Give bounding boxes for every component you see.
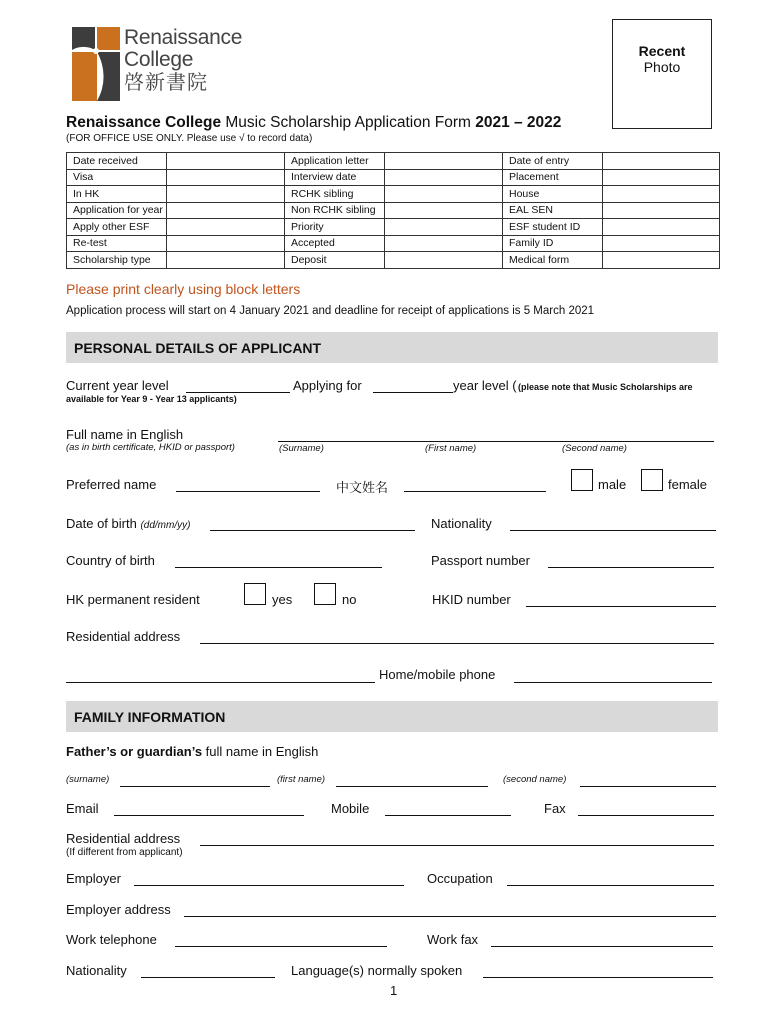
office-table-row bbox=[67, 235, 720, 252]
office-table-value-cell[interactable] bbox=[603, 153, 720, 170]
office-table-value-cell[interactable] bbox=[603, 202, 720, 219]
scholarship-note-2: available for Year 9 - Year 13 applicants) bbox=[66, 394, 237, 404]
title-year: 2021 – 2022 bbox=[475, 114, 562, 131]
office-table-label: Apply other ESF bbox=[67, 219, 167, 236]
office-table-label: Placement bbox=[503, 169, 603, 186]
office-table-label: Scholarship type bbox=[67, 252, 167, 269]
office-table-value-cell[interactable] bbox=[385, 169, 503, 186]
office-table-value-cell[interactable] bbox=[167, 219, 285, 236]
father-nationality-input[interactable] bbox=[141, 965, 275, 978]
hk-resident-yes-checkbox[interactable] bbox=[244, 583, 266, 605]
preferred-name-input[interactable] bbox=[176, 479, 320, 492]
employer-address-label: Employer address bbox=[66, 902, 171, 917]
work-telephone-label: Work telephone bbox=[66, 932, 157, 947]
country-of-birth-input[interactable] bbox=[175, 555, 382, 568]
office-table-row bbox=[67, 153, 720, 170]
country-of-birth-label: Country of birth bbox=[66, 553, 155, 568]
father-address-label: Residential address bbox=[66, 831, 181, 846]
office-table-row bbox=[67, 169, 720, 186]
female-label: female bbox=[668, 477, 708, 492]
home-phone-label: Home/mobile phone bbox=[379, 667, 496, 682]
father-first-name-hint: (first name) bbox=[277, 774, 326, 785]
office-use-table bbox=[66, 152, 720, 269]
office-table-row bbox=[67, 252, 720, 269]
passport-label: Passport number bbox=[431, 553, 530, 568]
male-checkbox[interactable] bbox=[571, 469, 593, 491]
languages-input[interactable] bbox=[483, 965, 713, 978]
office-table-label: Re-test bbox=[67, 235, 167, 252]
office-table-label: Deposit bbox=[285, 252, 385, 269]
residential-address-label: Residential address bbox=[66, 629, 181, 644]
current-year-input[interactable] bbox=[186, 380, 290, 393]
office-table-label: Date of entry bbox=[503, 153, 603, 170]
application-process-note: Application process will start on 4 January 2021 and deadline for receipt of applications is 5 March 2021 bbox=[66, 305, 595, 317]
male-label: male bbox=[598, 477, 627, 492]
father-address-input[interactable] bbox=[200, 833, 714, 846]
second-name-hint: (Second name) bbox=[562, 443, 627, 454]
office-table-label: Non RCHK sibling bbox=[285, 202, 385, 219]
office-table-label: EAL SEN bbox=[503, 202, 603, 219]
mobile-label: Mobile bbox=[331, 801, 370, 816]
office-table-value-cell[interactable] bbox=[167, 153, 285, 170]
office-table-value-cell[interactable] bbox=[167, 202, 285, 219]
photo-label-1: Recent bbox=[638, 43, 686, 59]
hk-resident-label: HK permanent resident bbox=[66, 592, 200, 607]
title-college: Renaissance College bbox=[66, 114, 222, 131]
father-second-name-input[interactable] bbox=[580, 774, 716, 787]
office-table-value-cell[interactable] bbox=[603, 252, 720, 269]
full-name-input[interactable] bbox=[278, 429, 714, 442]
work-telephone-input[interactable] bbox=[175, 934, 387, 947]
occupation-input[interactable] bbox=[507, 873, 714, 886]
languages-label: Language(s) normally spoken bbox=[291, 963, 463, 978]
office-table-label: In HK bbox=[67, 186, 167, 203]
employer-label: Employer bbox=[66, 871, 121, 886]
office-table-value-cell[interactable] bbox=[167, 169, 285, 186]
nationality-label: Nationality bbox=[431, 516, 492, 531]
residential-address-input-2[interactable] bbox=[66, 670, 375, 683]
office-table-label: Application letter bbox=[285, 153, 385, 170]
yes-label: yes bbox=[272, 592, 293, 607]
applying-for-label: Applying for bbox=[293, 378, 362, 393]
family-information-heading: FAMILY INFORMATION bbox=[66, 701, 718, 732]
fax-input[interactable] bbox=[578, 803, 714, 816]
office-table-row bbox=[67, 219, 720, 236]
hkid-input[interactable] bbox=[526, 594, 716, 607]
office-table-label: Priority bbox=[285, 219, 385, 236]
female-checkbox[interactable] bbox=[641, 469, 663, 491]
office-table-label: Family ID bbox=[503, 235, 603, 252]
current-year-label: Current year level bbox=[66, 378, 169, 393]
office-table-label: Application for year bbox=[67, 202, 167, 219]
office-table-label: Interview date bbox=[285, 169, 385, 186]
no-label: no bbox=[342, 592, 357, 607]
father-second-name-hint: (second name) bbox=[503, 774, 567, 785]
office-table-label: RCHK sibling bbox=[285, 186, 385, 203]
father-surname-input[interactable] bbox=[120, 774, 270, 787]
office-table-value-cell[interactable] bbox=[603, 235, 720, 252]
office-table-value-cell[interactable] bbox=[167, 186, 285, 203]
page-number: 1 bbox=[390, 983, 398, 998]
college-logo-mark bbox=[72, 27, 120, 101]
father-nationality-label: Nationality bbox=[66, 963, 127, 978]
logo-line-2: College bbox=[124, 48, 194, 71]
college-logo-text bbox=[124, 27, 242, 95]
full-name-hint: (as in birth certificate, HKID or passport) bbox=[66, 442, 235, 453]
dob-hint: (dd/mm/yy) bbox=[140, 520, 191, 531]
work-fax-input[interactable] bbox=[491, 934, 713, 947]
passport-input[interactable] bbox=[548, 555, 714, 568]
logo-line-1: Renaissance bbox=[124, 26, 243, 49]
scholarship-note: (please note that Music Scholarships are bbox=[518, 382, 693, 392]
logo-line-chinese: 啓新書院 bbox=[124, 72, 208, 94]
office-table-value-cell[interactable] bbox=[603, 219, 720, 236]
office-table-value-cell[interactable] bbox=[385, 219, 503, 236]
office-table-row bbox=[67, 202, 720, 219]
dob-text: Date of birth bbox=[66, 516, 137, 531]
form-title bbox=[66, 114, 561, 132]
applying-for-input[interactable] bbox=[373, 380, 453, 393]
chinese-name-label: 中文姓名 bbox=[336, 480, 389, 495]
personal-details-heading: PERSONAL DETAILS OF APPLICANT bbox=[66, 332, 718, 363]
father-rest: full name in English bbox=[202, 744, 319, 759]
office-table-label: ESF student ID bbox=[503, 219, 603, 236]
office-table-value-cell[interactable] bbox=[385, 252, 503, 269]
office-use-note: (FOR OFFICE USE ONLY. Please use √ to record data) bbox=[66, 133, 313, 144]
office-table-label: Date received bbox=[67, 153, 167, 170]
print-clearly-note: Please print clearly using block letters bbox=[66, 281, 301, 297]
first-name-hint: (First name) bbox=[425, 443, 477, 454]
office-table-value-cell[interactable] bbox=[385, 186, 503, 203]
hk-resident-no-checkbox[interactable] bbox=[314, 583, 336, 605]
office-table-value-cell[interactable] bbox=[385, 153, 503, 170]
father-surname-hint: (surname) bbox=[66, 774, 110, 785]
chinese-name-input[interactable] bbox=[404, 479, 546, 492]
dob-input[interactable] bbox=[210, 518, 415, 531]
mobile-input[interactable] bbox=[385, 803, 511, 816]
office-table-value-cell[interactable] bbox=[603, 186, 720, 203]
office-table-value-cell[interactable] bbox=[167, 235, 285, 252]
father-first-name-input[interactable] bbox=[336, 774, 488, 787]
occupation-label: Occupation bbox=[427, 871, 493, 886]
father-bold: Father’s or guardian’s bbox=[66, 744, 203, 759]
photo-label-2: Photo bbox=[643, 59, 681, 75]
dob-label bbox=[66, 516, 190, 531]
office-table-row bbox=[67, 186, 720, 203]
office-table-label: Medical form bbox=[503, 252, 603, 269]
recent-photo-box[interactable] bbox=[612, 19, 712, 129]
father-name-label bbox=[66, 744, 318, 759]
preferred-name-label: Preferred name bbox=[66, 477, 157, 492]
office-table-label: House bbox=[503, 186, 603, 203]
nationality-input[interactable] bbox=[510, 518, 716, 531]
residential-address-input[interactable] bbox=[200, 631, 714, 644]
office-table-value-cell[interactable] bbox=[385, 202, 503, 219]
title-form-name: Music Scholarship Application Form bbox=[221, 114, 476, 131]
year-level-label: year level ( bbox=[453, 378, 517, 393]
employer-address-input[interactable] bbox=[184, 904, 716, 917]
fax-label: Fax bbox=[544, 801, 566, 816]
email-input[interactable] bbox=[114, 803, 304, 816]
office-table-value-cell[interactable] bbox=[385, 235, 503, 252]
father-address-hint: (If different from applicant) bbox=[66, 847, 183, 858]
work-fax-label: Work fax bbox=[427, 932, 479, 947]
surname-hint: (Surname) bbox=[279, 443, 324, 454]
employer-input[interactable] bbox=[134, 873, 404, 886]
full-name-label: Full name in English bbox=[66, 427, 184, 442]
office-table-label: Visa bbox=[67, 169, 167, 186]
email-label: Email bbox=[66, 801, 99, 816]
hkid-label: HKID number bbox=[432, 592, 511, 607]
office-table-label: Accepted bbox=[285, 235, 385, 252]
office-table-value-cell[interactable] bbox=[167, 252, 285, 269]
home-phone-input[interactable] bbox=[514, 670, 712, 683]
office-table-value-cell[interactable] bbox=[603, 169, 720, 186]
